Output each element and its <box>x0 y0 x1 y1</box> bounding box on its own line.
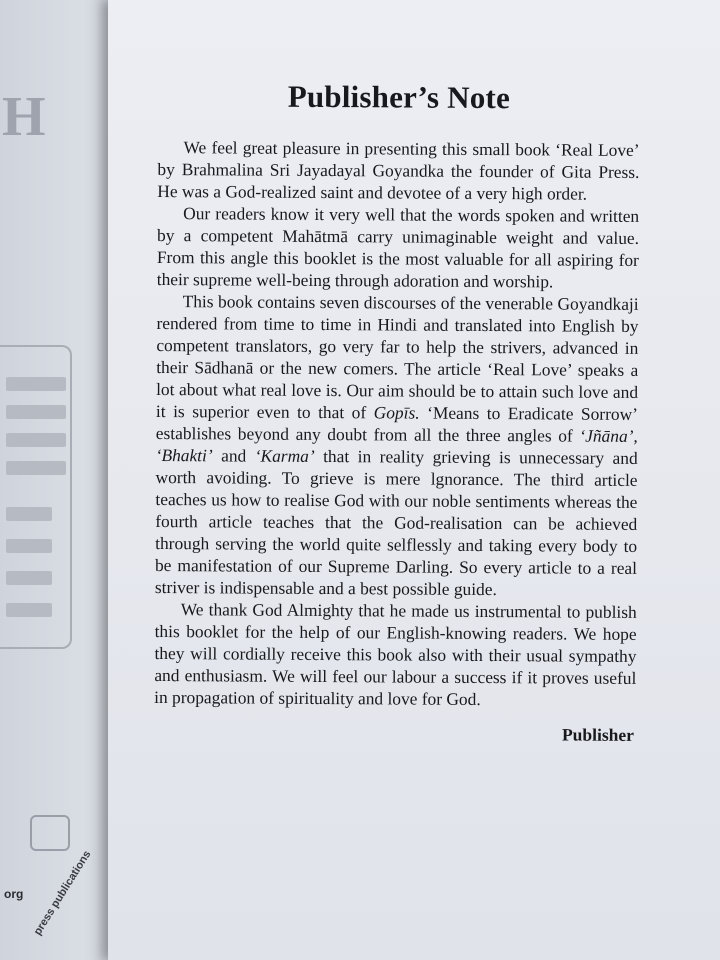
italic-karma: ‘Karma’ <box>254 445 315 466</box>
background-page-rotated-text: press publications <box>31 848 94 938</box>
background-page-line <box>6 405 66 419</box>
background-page-letter: H <box>2 86 46 148</box>
publishers-note <box>154 78 640 746</box>
paragraph-3-and: and <box>212 445 255 466</box>
paragraph-1: We feel great pleasure in presenting this small book ‘Real Love’ by Brahmalina Sri Jayadayal Goyandka the founder of Gita Press. He was a God-realized saint and devotee of a very high order. <box>157 137 640 204</box>
italic-gopis: Gopīs. <box>373 402 420 423</box>
paragraph-3 <box>155 290 639 601</box>
paragraph-4: We thank God Almighty that he made us instrumental to publish this booklet for the help of our English-knowing readers. We hope they will cordially receive this book also with their usual sympathy and enthusiasm. We will feel our labour a success if it proves useful in propagation of spirituality and love for God. <box>154 599 637 709</box>
background-book-page <box>0 0 120 960</box>
paragraph-3-start: This book contains seven discourses of the venerable Goyandkaji rendered from time to time in Hindi and translated into English by competent translators, go very far to help the strivers, advanced in their Sādhanā or the new comers. The article ‘Real Love’ speaks a lot about what real love is. Our aim should be to attain such love and it is superior even to that of <box>155 291 639 423</box>
background-page-line <box>6 461 66 475</box>
background-page-box <box>0 345 72 649</box>
background-page-line <box>6 377 66 391</box>
background-page-line <box>6 603 52 617</box>
page-title: Publisher’s Note <box>287 78 511 116</box>
italic-jnana-bhakti: ‘Jñāna’, ‘Bhakti’ <box>155 425 638 466</box>
background-page-line <box>6 507 52 521</box>
background-page-line <box>6 571 52 585</box>
background-page-tag <box>30 815 70 851</box>
paragraph-3-end: that in reality grieving is unnecessary and worth avoiding. To grieve is mere lgnorance. The third article teaches us how to realise God with our noble sentiments whereas the fourth article teaches that the God-realisation can be achieved through serving the world quite selflessly and taking every body to be manifestation of our Supreme Darling. So every article to a real striver is indispensable and a best possible guide. <box>154 445 638 600</box>
book-page <box>108 0 720 960</box>
background-page-line <box>6 433 66 447</box>
background-page-line <box>6 539 52 553</box>
background-page-footer-text: org <box>4 887 24 901</box>
paragraph-2: Our readers know it very well that the words spoken and written by a competent Mahātmā carry unimaginable weight and value. From this angle this booklet is the most valuable for all aspiring for their supreme well-being through adoration and worship. <box>156 203 640 292</box>
paragraph-3-mid: ‘Means to Eradicate Sorrow’ establishes beyond any doubt from all the three angles of <box>155 402 639 446</box>
signature: Publisher <box>561 724 635 745</box>
